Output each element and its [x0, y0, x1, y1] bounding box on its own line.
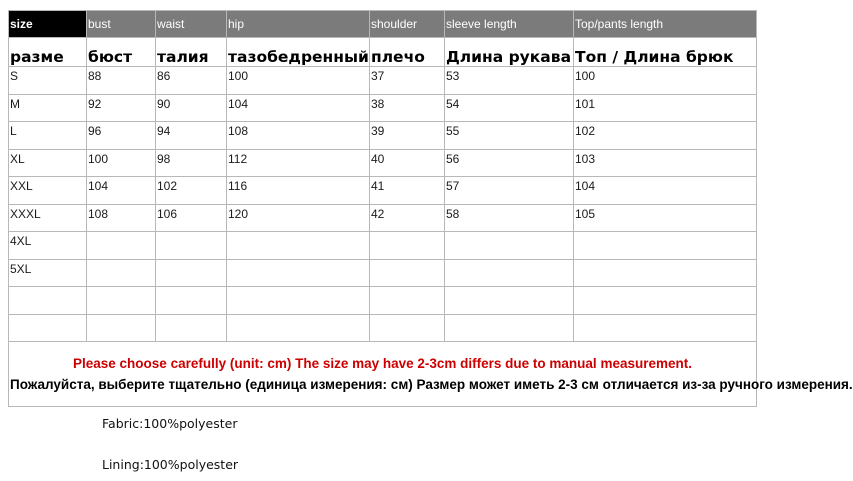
cell-top-pants-length: 105: [574, 204, 757, 232]
cell-bust: 108: [87, 204, 156, 232]
cell-sleeve-length: [445, 259, 574, 287]
cell-top-pants-length: [574, 314, 757, 342]
header-top-pants-length: Top/pants length: [574, 11, 757, 38]
notice-cell: [9, 342, 853, 407]
cell-top-pants-length: 100: [574, 67, 757, 95]
cell-hip: [227, 287, 370, 315]
size-chart-table: [8, 10, 853, 407]
cell-shoulder: 41: [370, 177, 445, 205]
cell-shoulder: 37: [370, 67, 445, 95]
cell-size: [9, 314, 87, 342]
cell-sleeve-length: 58: [445, 204, 574, 232]
cell-shoulder: [370, 259, 445, 287]
header-ru-shoulder: плечо: [370, 38, 445, 67]
cell-bust: 92: [87, 94, 156, 122]
header-row-russian: [9, 38, 757, 67]
cell-waist: [156, 259, 227, 287]
header-bust: bust: [87, 11, 156, 38]
cell-bust: 100: [87, 149, 156, 177]
notice-english: Please choose carefully (unit: cm) The size may have 2-3cm differs due to manual measurement.: [73, 355, 692, 371]
lining-info: Lining:100%polyester: [102, 457, 239, 472]
cell-shoulder: 42: [370, 204, 445, 232]
header-ru-bust: бюст: [87, 38, 156, 67]
cell-top-pants-length: 101: [574, 94, 757, 122]
cell-hip: 108: [227, 122, 370, 150]
cell-shoulder: [370, 287, 445, 315]
cell-hip: [227, 232, 370, 260]
cell-hip: 112: [227, 149, 370, 177]
cell-sleeve-length: 55: [445, 122, 574, 150]
cell-hip: 100: [227, 67, 370, 95]
cell-shoulder: 39: [370, 122, 445, 150]
cell-bust: [87, 232, 156, 260]
cell-waist: [156, 287, 227, 315]
cell-hip: 104: [227, 94, 370, 122]
table-row: [9, 67, 757, 95]
cell-sleeve-length: 53: [445, 67, 574, 95]
cell-sleeve-length: 56: [445, 149, 574, 177]
cell-sleeve-length: [445, 287, 574, 315]
cell-bust: [87, 314, 156, 342]
cell-shoulder: [370, 232, 445, 260]
header-ru-hip: тазобедренный: [227, 38, 370, 67]
size-rows: [9, 67, 757, 342]
cell-bust: 88: [87, 67, 156, 95]
header-row-english: [9, 11, 757, 38]
cell-hip: [227, 314, 370, 342]
header-size: size: [9, 11, 87, 38]
cell-size: 4XL: [9, 232, 87, 260]
table-row: [9, 94, 757, 122]
header-ru-sleeve-length: Длина рукава: [445, 38, 574, 67]
cell-bust: 104: [87, 177, 156, 205]
cell-waist: 90: [156, 94, 227, 122]
notice-russian: Пожалуйста, выберите тщательно (единица измерения: см) Размер может иметь 2-3 см отличается из-за ручного измерения.: [10, 376, 853, 392]
cell-waist: [156, 232, 227, 260]
cell-top-pants-length: [574, 232, 757, 260]
cell-bust: [87, 287, 156, 315]
cell-waist: [156, 314, 227, 342]
header-waist: waist: [156, 11, 227, 38]
cell-waist: 106: [156, 204, 227, 232]
cell-sleeve-length: [445, 232, 574, 260]
cell-hip: 120: [227, 204, 370, 232]
header-ru-top-pants-length: Топ / Длина брюк: [574, 38, 757, 67]
cell-bust: [87, 259, 156, 287]
table-row: [9, 314, 757, 342]
cell-top-pants-length: [574, 259, 757, 287]
header-ru-size: разме: [9, 38, 87, 67]
table-row: [9, 149, 757, 177]
cell-waist: 94: [156, 122, 227, 150]
cell-size: XXL: [9, 177, 87, 205]
table-row: [9, 122, 757, 150]
cell-size: S: [9, 67, 87, 95]
cell-size: XXXL: [9, 204, 87, 232]
cell-size: [9, 287, 87, 315]
cell-sleeve-length: 57: [445, 177, 574, 205]
cell-top-pants-length: 103: [574, 149, 757, 177]
fabric-info: Fabric:100%polyester: [102, 416, 238, 431]
header-ru-waist: талия: [156, 38, 227, 67]
cell-bust: 96: [87, 122, 156, 150]
cell-size: L: [9, 122, 87, 150]
cell-top-pants-length: 102: [574, 122, 757, 150]
cell-size: M: [9, 94, 87, 122]
cell-shoulder: 38: [370, 94, 445, 122]
header-sleeve-length: sleeve length: [445, 11, 574, 38]
cell-shoulder: 40: [370, 149, 445, 177]
table-row: [9, 259, 757, 287]
notice-row: [9, 342, 757, 407]
cell-waist: 98: [156, 149, 227, 177]
header-hip: hip: [227, 11, 370, 38]
table-row: [9, 287, 757, 315]
table-row: [9, 232, 757, 260]
cell-sleeve-length: 54: [445, 94, 574, 122]
cell-waist: 86: [156, 67, 227, 95]
cell-size: XL: [9, 149, 87, 177]
cell-hip: 116: [227, 177, 370, 205]
cell-top-pants-length: 104: [574, 177, 757, 205]
cell-sleeve-length: [445, 314, 574, 342]
cell-size: 5XL: [9, 259, 87, 287]
table-row: [9, 204, 757, 232]
cell-shoulder: [370, 314, 445, 342]
header-shoulder: shoulder: [370, 11, 445, 38]
cell-hip: [227, 259, 370, 287]
table-row: [9, 177, 757, 205]
cell-waist: 102: [156, 177, 227, 205]
cell-top-pants-length: [574, 287, 757, 315]
